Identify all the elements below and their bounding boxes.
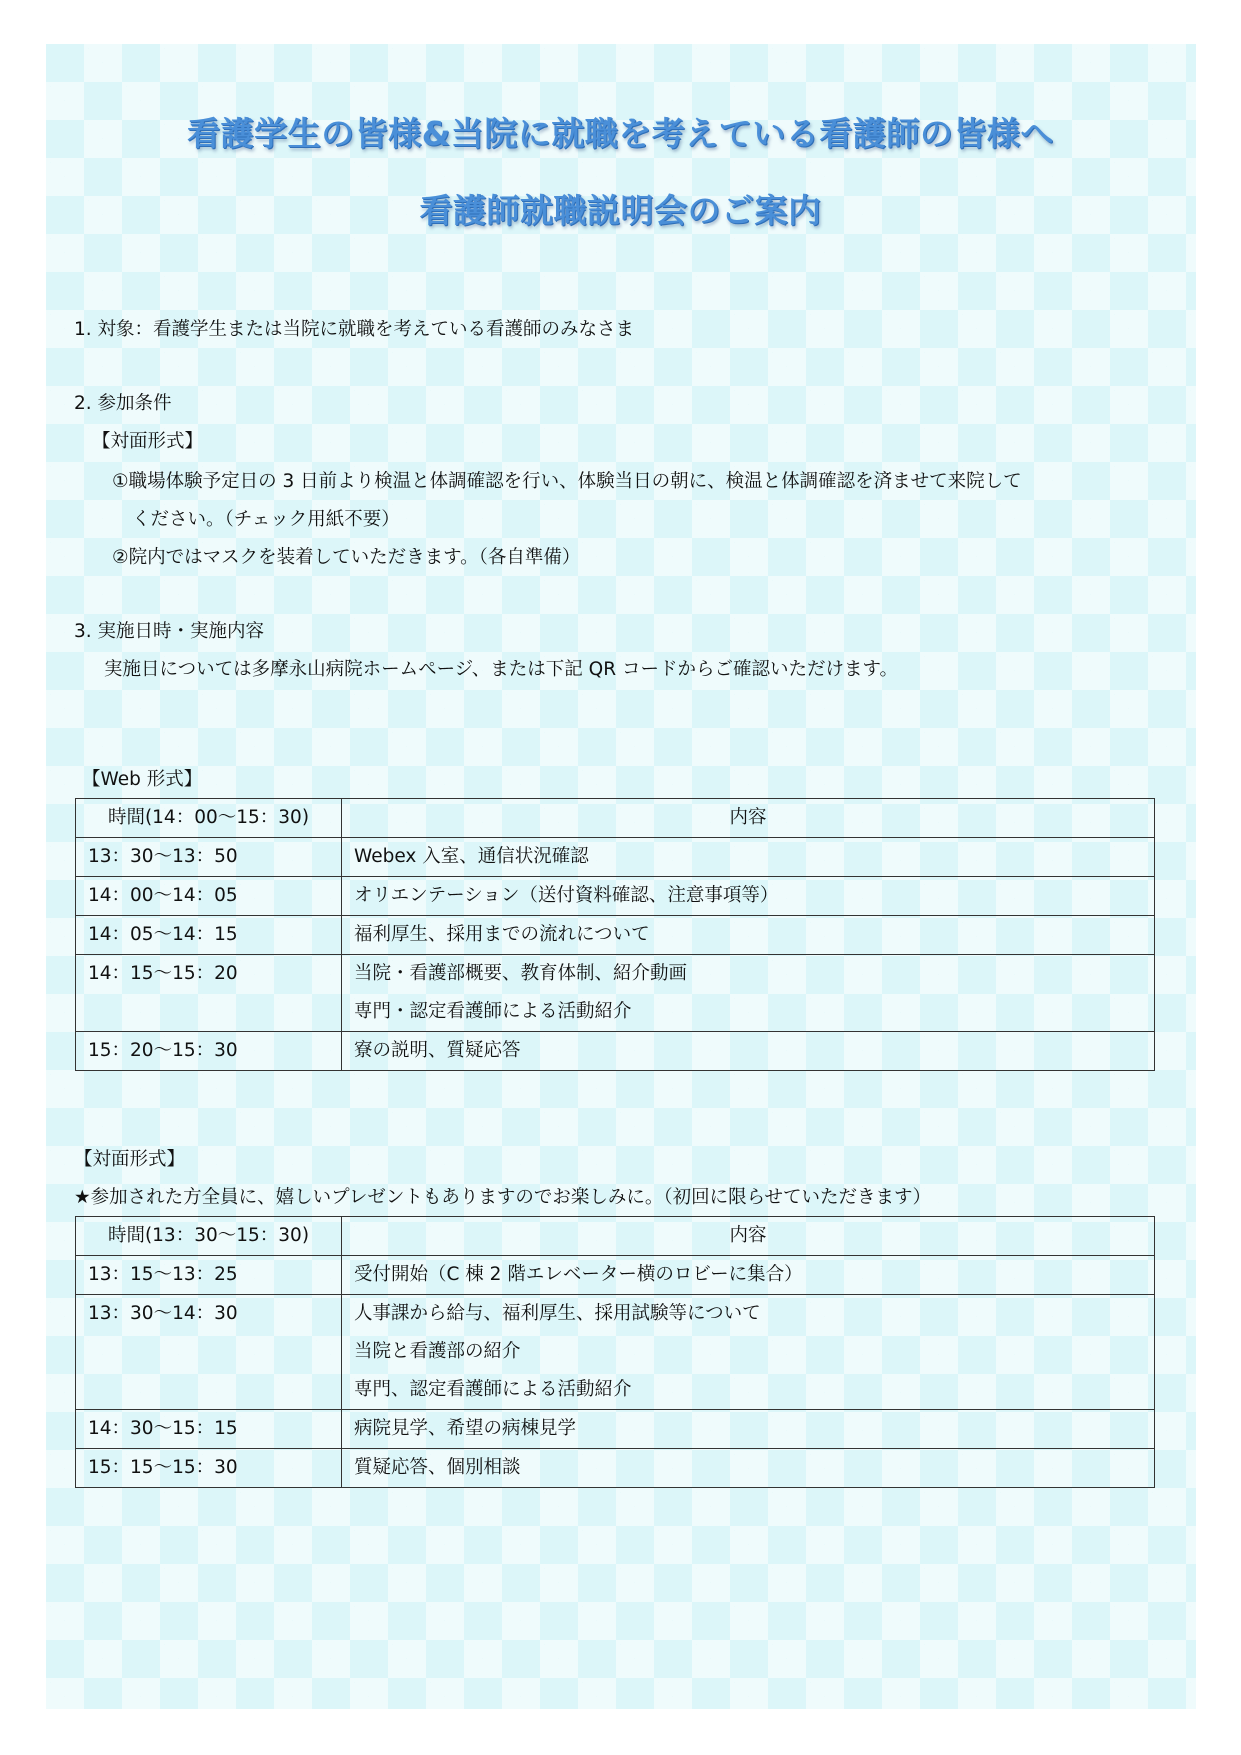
condition-item-1: ①職場体験予定日の 3 日前より検温と体調確認を行い、体験当日の朝に、検温と体調確認を済ませて来院して: [112, 471, 1022, 492]
row-content: [342, 838, 1155, 877]
schedule-note: 実施日については多摩永山病院ホームページ、または下記 QR コードからご確認いただけます。: [104, 659, 898, 680]
row-content-line: オリエンテーション（送付資料確認、注意事項等）: [354, 885, 779, 906]
row-time: 15：15～15：30: [76, 1449, 342, 1488]
table-header-row: [76, 1217, 1155, 1256]
table-row: [76, 1295, 1155, 1410]
row-content-line: 福利厚生、採用までの流れについて: [354, 924, 650, 945]
table-row: [76, 916, 1155, 955]
present-note: ★参加された方全員に、嬉しいプレゼントもありますのでお楽しみに。（初回に限らせていただきます）: [74, 1187, 932, 1208]
row-time: 14：00～14：05: [76, 877, 342, 916]
row-content: [342, 877, 1155, 916]
table-header-row: [76, 799, 1155, 838]
header-content: 内容: [342, 1217, 1155, 1256]
table-row: [76, 1449, 1155, 1488]
row-content: [342, 955, 1155, 1032]
conditions-format-label: 【対面形式】: [92, 431, 204, 452]
schedule-heading: 3. 実施日時・実施内容: [74, 621, 265, 642]
row-content-line: 当院・看護部概要、教育体制、紹介動画: [354, 963, 688, 984]
row-time: 14：15～15：20: [76, 955, 342, 1032]
table-row: [76, 877, 1155, 916]
condition-item-1-cont: ください。（チェック用紙不要）: [132, 509, 400, 530]
row-content: [342, 1410, 1155, 1449]
row-content-line: Webex 入室、通信状況確認: [354, 846, 589, 867]
row-content: [342, 1256, 1155, 1295]
row-content-line: 専門・認定看護師による活動紹介: [354, 1001, 632, 1022]
row-content: [342, 1295, 1155, 1410]
web-schedule-table: [75, 798, 1155, 1071]
conditions-heading: 2. 参加条件: [74, 393, 172, 414]
row-time: 13：15～13：25: [76, 1256, 342, 1295]
table-row: [76, 1410, 1155, 1449]
row-time: 14：05～14：15: [76, 916, 342, 955]
row-content-line: 人事課から給与、福利厚生、採用試験等について: [354, 1303, 761, 1324]
row-content-line: 当院と看護部の紹介: [354, 1341, 521, 1362]
page-title: 看護学生の皆様&当院に就職を考えている看護師の皆様へ: [187, 114, 1054, 153]
row-time: 14：30～15：15: [76, 1410, 342, 1449]
header-content: 内容: [342, 799, 1155, 838]
row-content-line: 質疑応答、個別相談: [354, 1457, 521, 1478]
row-content: [342, 916, 1155, 955]
row-content: [342, 1449, 1155, 1488]
header-time: 時間(14：00～15：30): [76, 799, 342, 838]
condition-item-2: ②院内ではマスクを装着していただきます。（各自準備）: [112, 547, 581, 568]
inperson-schedule-table: [75, 1216, 1155, 1488]
web-format-label: 【Web 形式】: [82, 769, 203, 790]
table-row: [76, 838, 1155, 877]
table-row: [76, 1032, 1155, 1071]
page-subtitle: 看護師就職説明会のご案内: [419, 191, 822, 230]
row-content: [342, 1032, 1155, 1071]
inperson-format-label: 【対面形式】: [74, 1149, 186, 1170]
row-content-line: 寮の説明、質疑応答: [354, 1040, 521, 1061]
target-audience: 1. 対象：看護学生または当院に就職を考えている看護師のみなさま: [74, 319, 635, 340]
row-time: 13：30～13：50: [76, 838, 342, 877]
header-time: 時間(13：30～15：30): [76, 1217, 342, 1256]
table-row: [76, 955, 1155, 1032]
row-time: 15：20～15：30: [76, 1032, 342, 1071]
row-time: 13：30～14：30: [76, 1295, 342, 1410]
row-content-line: 専門、認定看護師による活動紹介: [354, 1379, 632, 1400]
table-row: [76, 1256, 1155, 1295]
row-content-line: 病院見学、希望の病棟見学: [354, 1418, 577, 1439]
row-content-line: 受付開始（C 棟 2 階エレベーター横のロビーに集合）: [354, 1264, 803, 1285]
